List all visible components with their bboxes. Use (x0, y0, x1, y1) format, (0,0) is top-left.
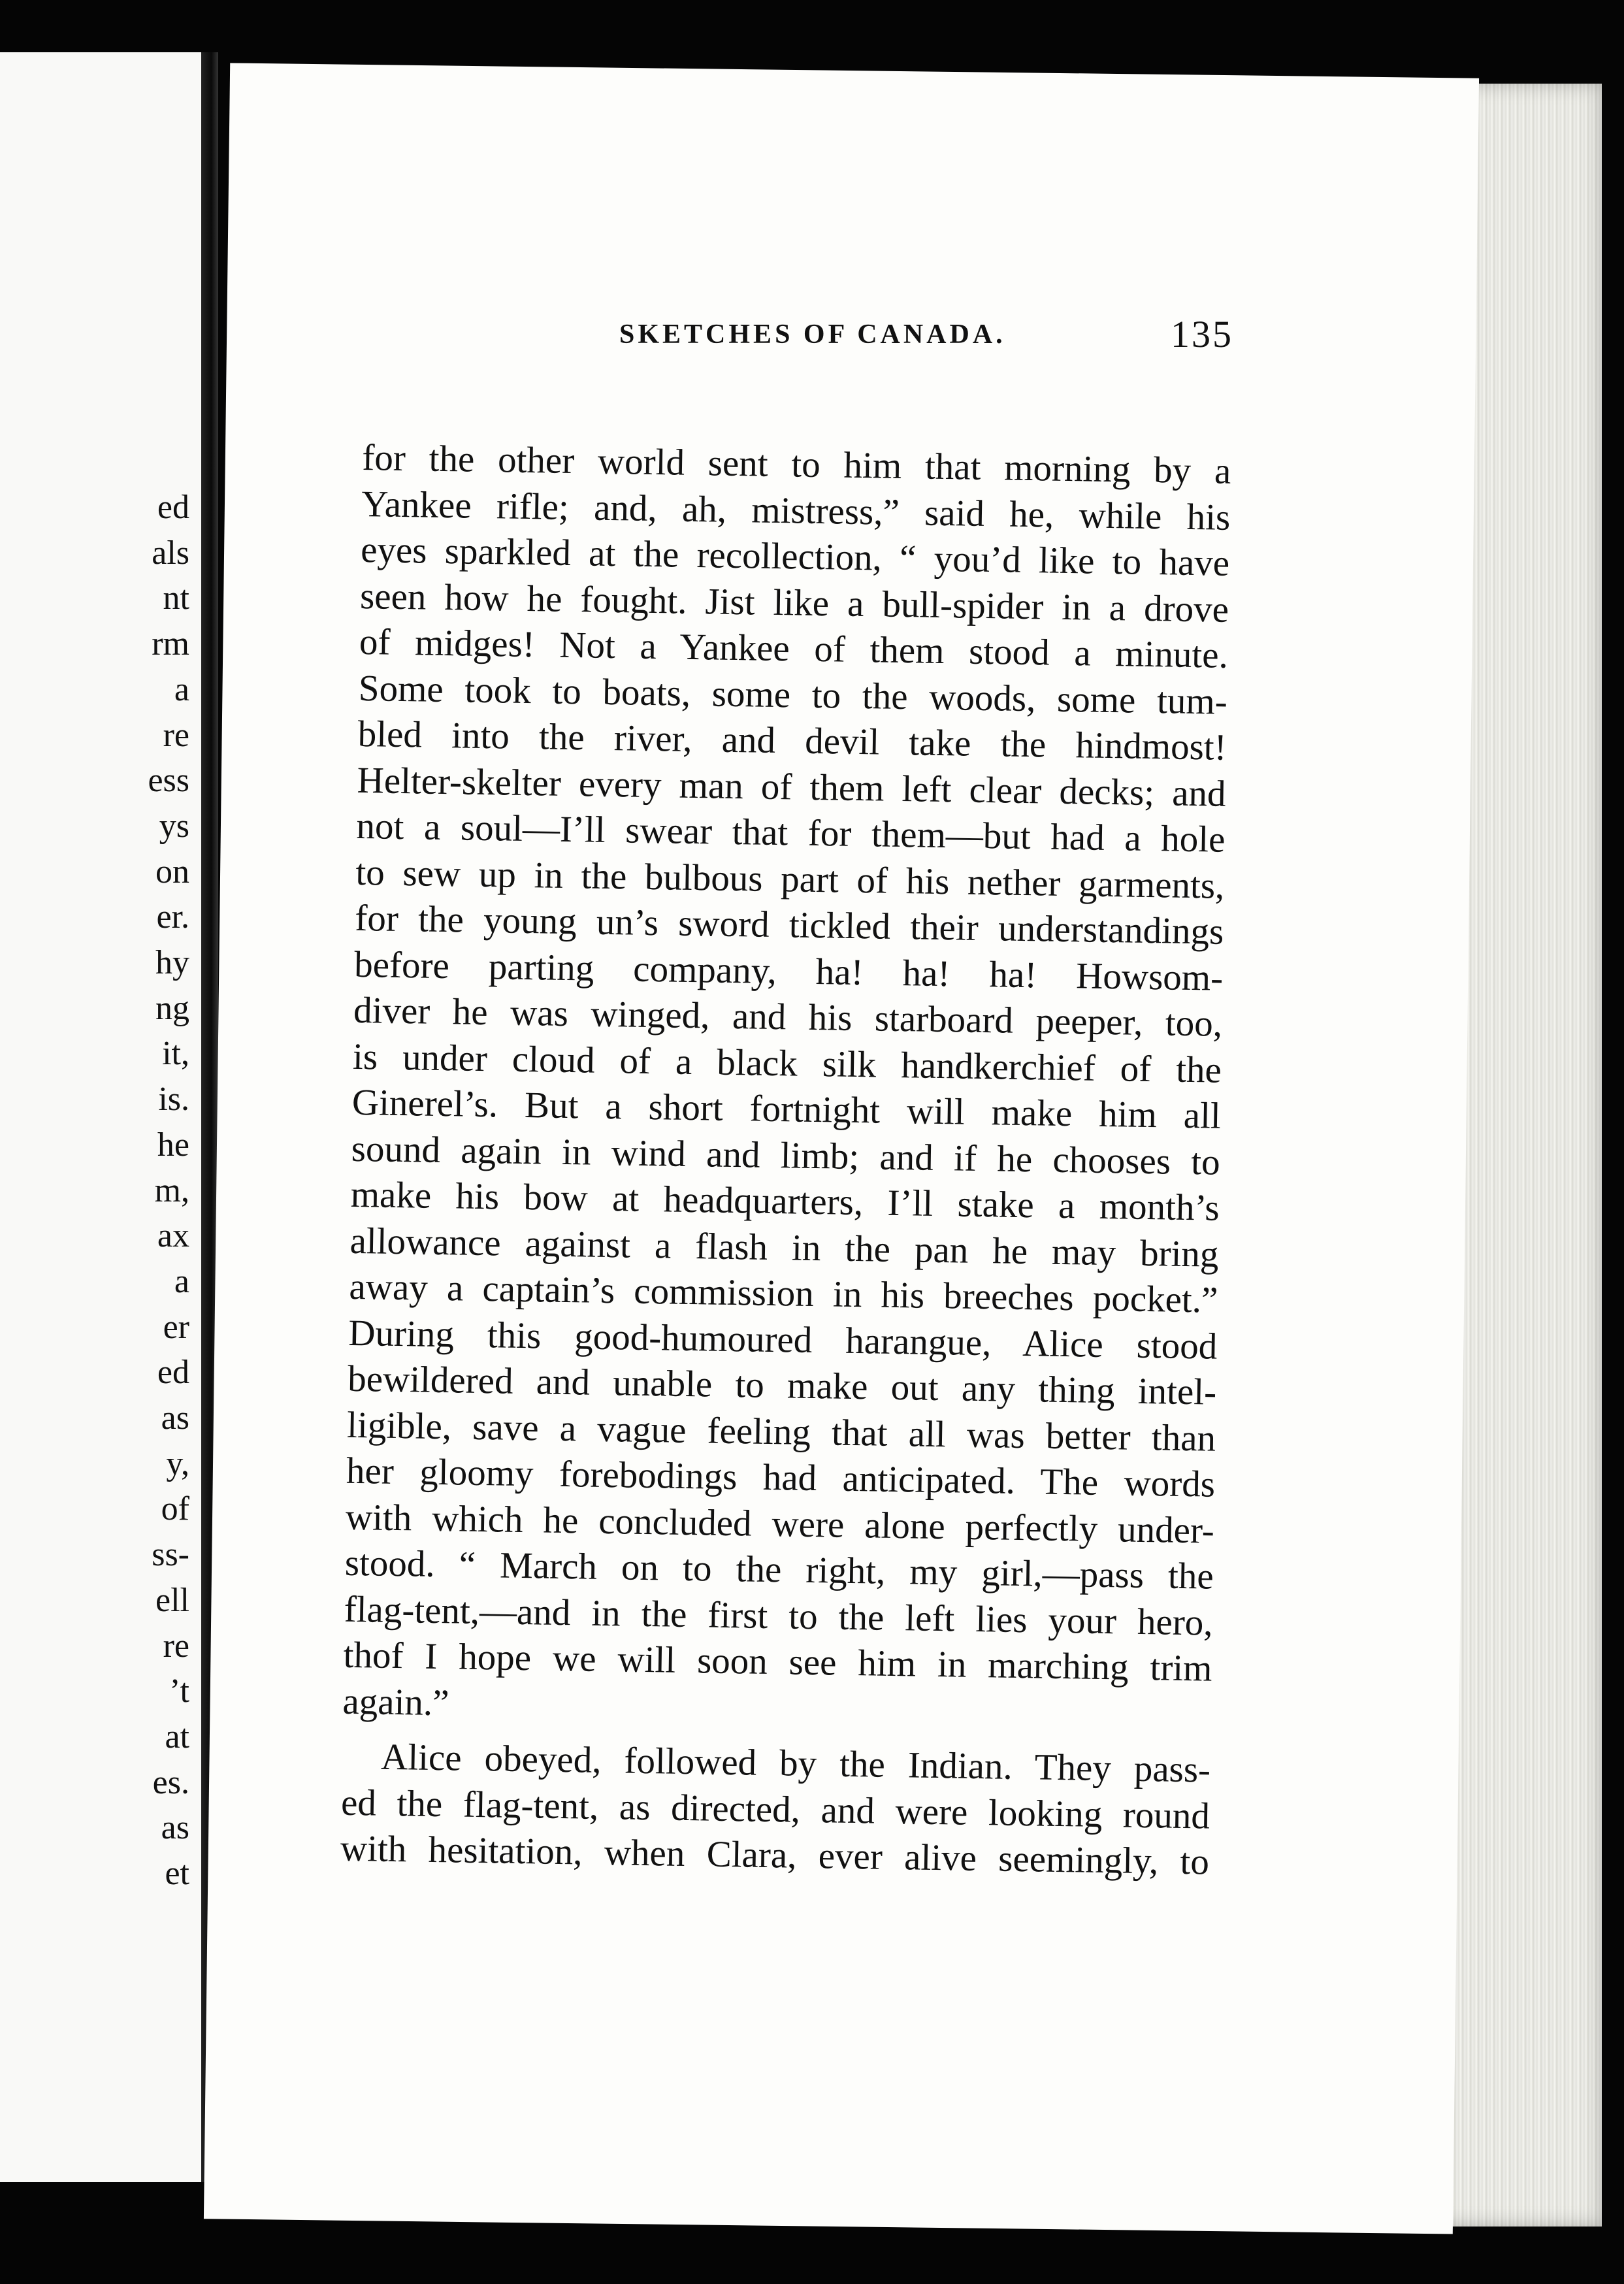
body-text (340, 435, 1231, 1885)
left-page-fragment: is. (158, 1081, 189, 1118)
left-page-fragment: ys (159, 807, 189, 845)
left-page-fragment: re (163, 716, 189, 754)
left-page-fragment: ss- (152, 1536, 189, 1574)
text-line: is under cloud of a black silk handkerchief of the (352, 1036, 1222, 1091)
left-page-fragment: er. (156, 898, 189, 936)
text-line: away a captain’s commission in his breeches pocket.” (349, 1265, 1218, 1321)
left-page-fragment: ell (155, 1581, 189, 1619)
left-page-text-fragments (148, 485, 189, 1897)
running-head-title: SKETCHES OF CANADA. (619, 319, 1006, 350)
left-page-fragment: y, (166, 1444, 189, 1482)
left-page-fragment: a (174, 670, 189, 708)
text-line: stood. “ March on to the right, my girl,—pass the (344, 1542, 1214, 1597)
running-head (397, 312, 1233, 365)
text-line: of midges! Not a Yankee of them stood a minute. (359, 621, 1229, 676)
text-line: Yankee rifle; and, ah, mistress,” said he, while his (361, 483, 1231, 538)
left-page-fragment: ax (157, 1217, 189, 1255)
left-page-fragment: als (152, 534, 189, 572)
left-page-fragment: he (157, 1126, 189, 1164)
text-line: her gloomy forebodings had anticipated. The words (346, 1450, 1216, 1505)
left-page-fragment: et (165, 1855, 189, 1893)
left-page-fragment: ng (155, 989, 189, 1027)
left-page (0, 52, 203, 2182)
text-line: allowance against a flash in the pan he may bring (349, 1220, 1219, 1275)
text-line: bewildered and unable to make out any thing intel- (347, 1358, 1217, 1413)
left-page-fragment: as (161, 1399, 189, 1437)
paragraph-2 (340, 1734, 1210, 1885)
text-line: Alice obeyed, followed by the Indian. They pass- (380, 1736, 1211, 1791)
left-page-fragment: it, (162, 1035, 189, 1073)
left-page-fragment: on (155, 853, 189, 890)
left-page-fragment: as (161, 1809, 189, 1847)
text-line: for the other world sent to him that morning by a (361, 436, 1231, 492)
left-page-fragment: hy (155, 944, 189, 982)
text-line: for the young un’s sword tickled their understandings (354, 897, 1224, 953)
text-line: Helter-skelter every man of them left clear decks; and (357, 759, 1227, 815)
text-line: sound again in wind and limb; and if he chooses to (351, 1128, 1221, 1183)
text-line: to sew up in the bulbous part of his nether garments, (355, 851, 1225, 907)
text-line: flag-tent,—and in the first to the left lies your hero, (344, 1588, 1214, 1644)
left-page-fragment: es. (152, 1763, 189, 1801)
left-page-fragment: ess (148, 762, 189, 800)
paragraph-1 (342, 435, 1231, 1738)
left-page-fragment: of (161, 1490, 189, 1528)
text-line: with which he concluded were alone perfectly under- (345, 1496, 1215, 1552)
left-page-fragment: er (163, 1308, 189, 1346)
text-line: During this good-humoured harangue, Alice stood (348, 1312, 1218, 1367)
left-page-fragment: m, (154, 1171, 189, 1209)
text-line: bled into the river, and devil take the hindmost! (357, 713, 1227, 768)
left-page-fragment: nt (163, 579, 189, 617)
text-line: before parting company, ha! ha! ha! Howsom- (353, 943, 1224, 999)
left-page-fragment: re (163, 1627, 189, 1665)
text-line: ed the flag-tent, as directed, and were looking round (340, 1782, 1210, 1837)
text-line: Ginerel’s. But a short fortnight will make him all (351, 1081, 1222, 1137)
page-number: 135 (1171, 313, 1233, 355)
left-page-fragment: at (165, 1718, 189, 1755)
text-line: seen how he fought. Jist like a bull-spider in a drove (359, 575, 1229, 630)
text-line: ligible, save a vague feeling that all was better than (346, 1404, 1216, 1460)
text-line: with hesitation, when Clara, ever alive seemingly, to (340, 1827, 1210, 1883)
text-line: eyes sparkled at the recollection, “ you’d like to have (360, 529, 1230, 584)
text-line: thof I hope we will soon see him in marching trim (343, 1634, 1212, 1689)
text-line: make his bow at headquarters, I’ll stake a month’s (350, 1173, 1220, 1229)
left-page-fragment: ed (157, 1354, 189, 1392)
left-page-fragment: a (174, 1262, 189, 1300)
text-line: not a soul—I’ll swear that for them—but had a hole (356, 805, 1226, 860)
left-page-fragment: ed (157, 489, 189, 526)
left-page-fragment: ’t (169, 1672, 189, 1710)
text-line: diver he was winged, and his starboard peeper, too, (353, 989, 1223, 1045)
left-page-fragment: rm (152, 625, 189, 663)
text-line: Some took to boats, some to the woods, some tum- (358, 667, 1228, 723)
text-line: again.” (342, 1680, 450, 1723)
